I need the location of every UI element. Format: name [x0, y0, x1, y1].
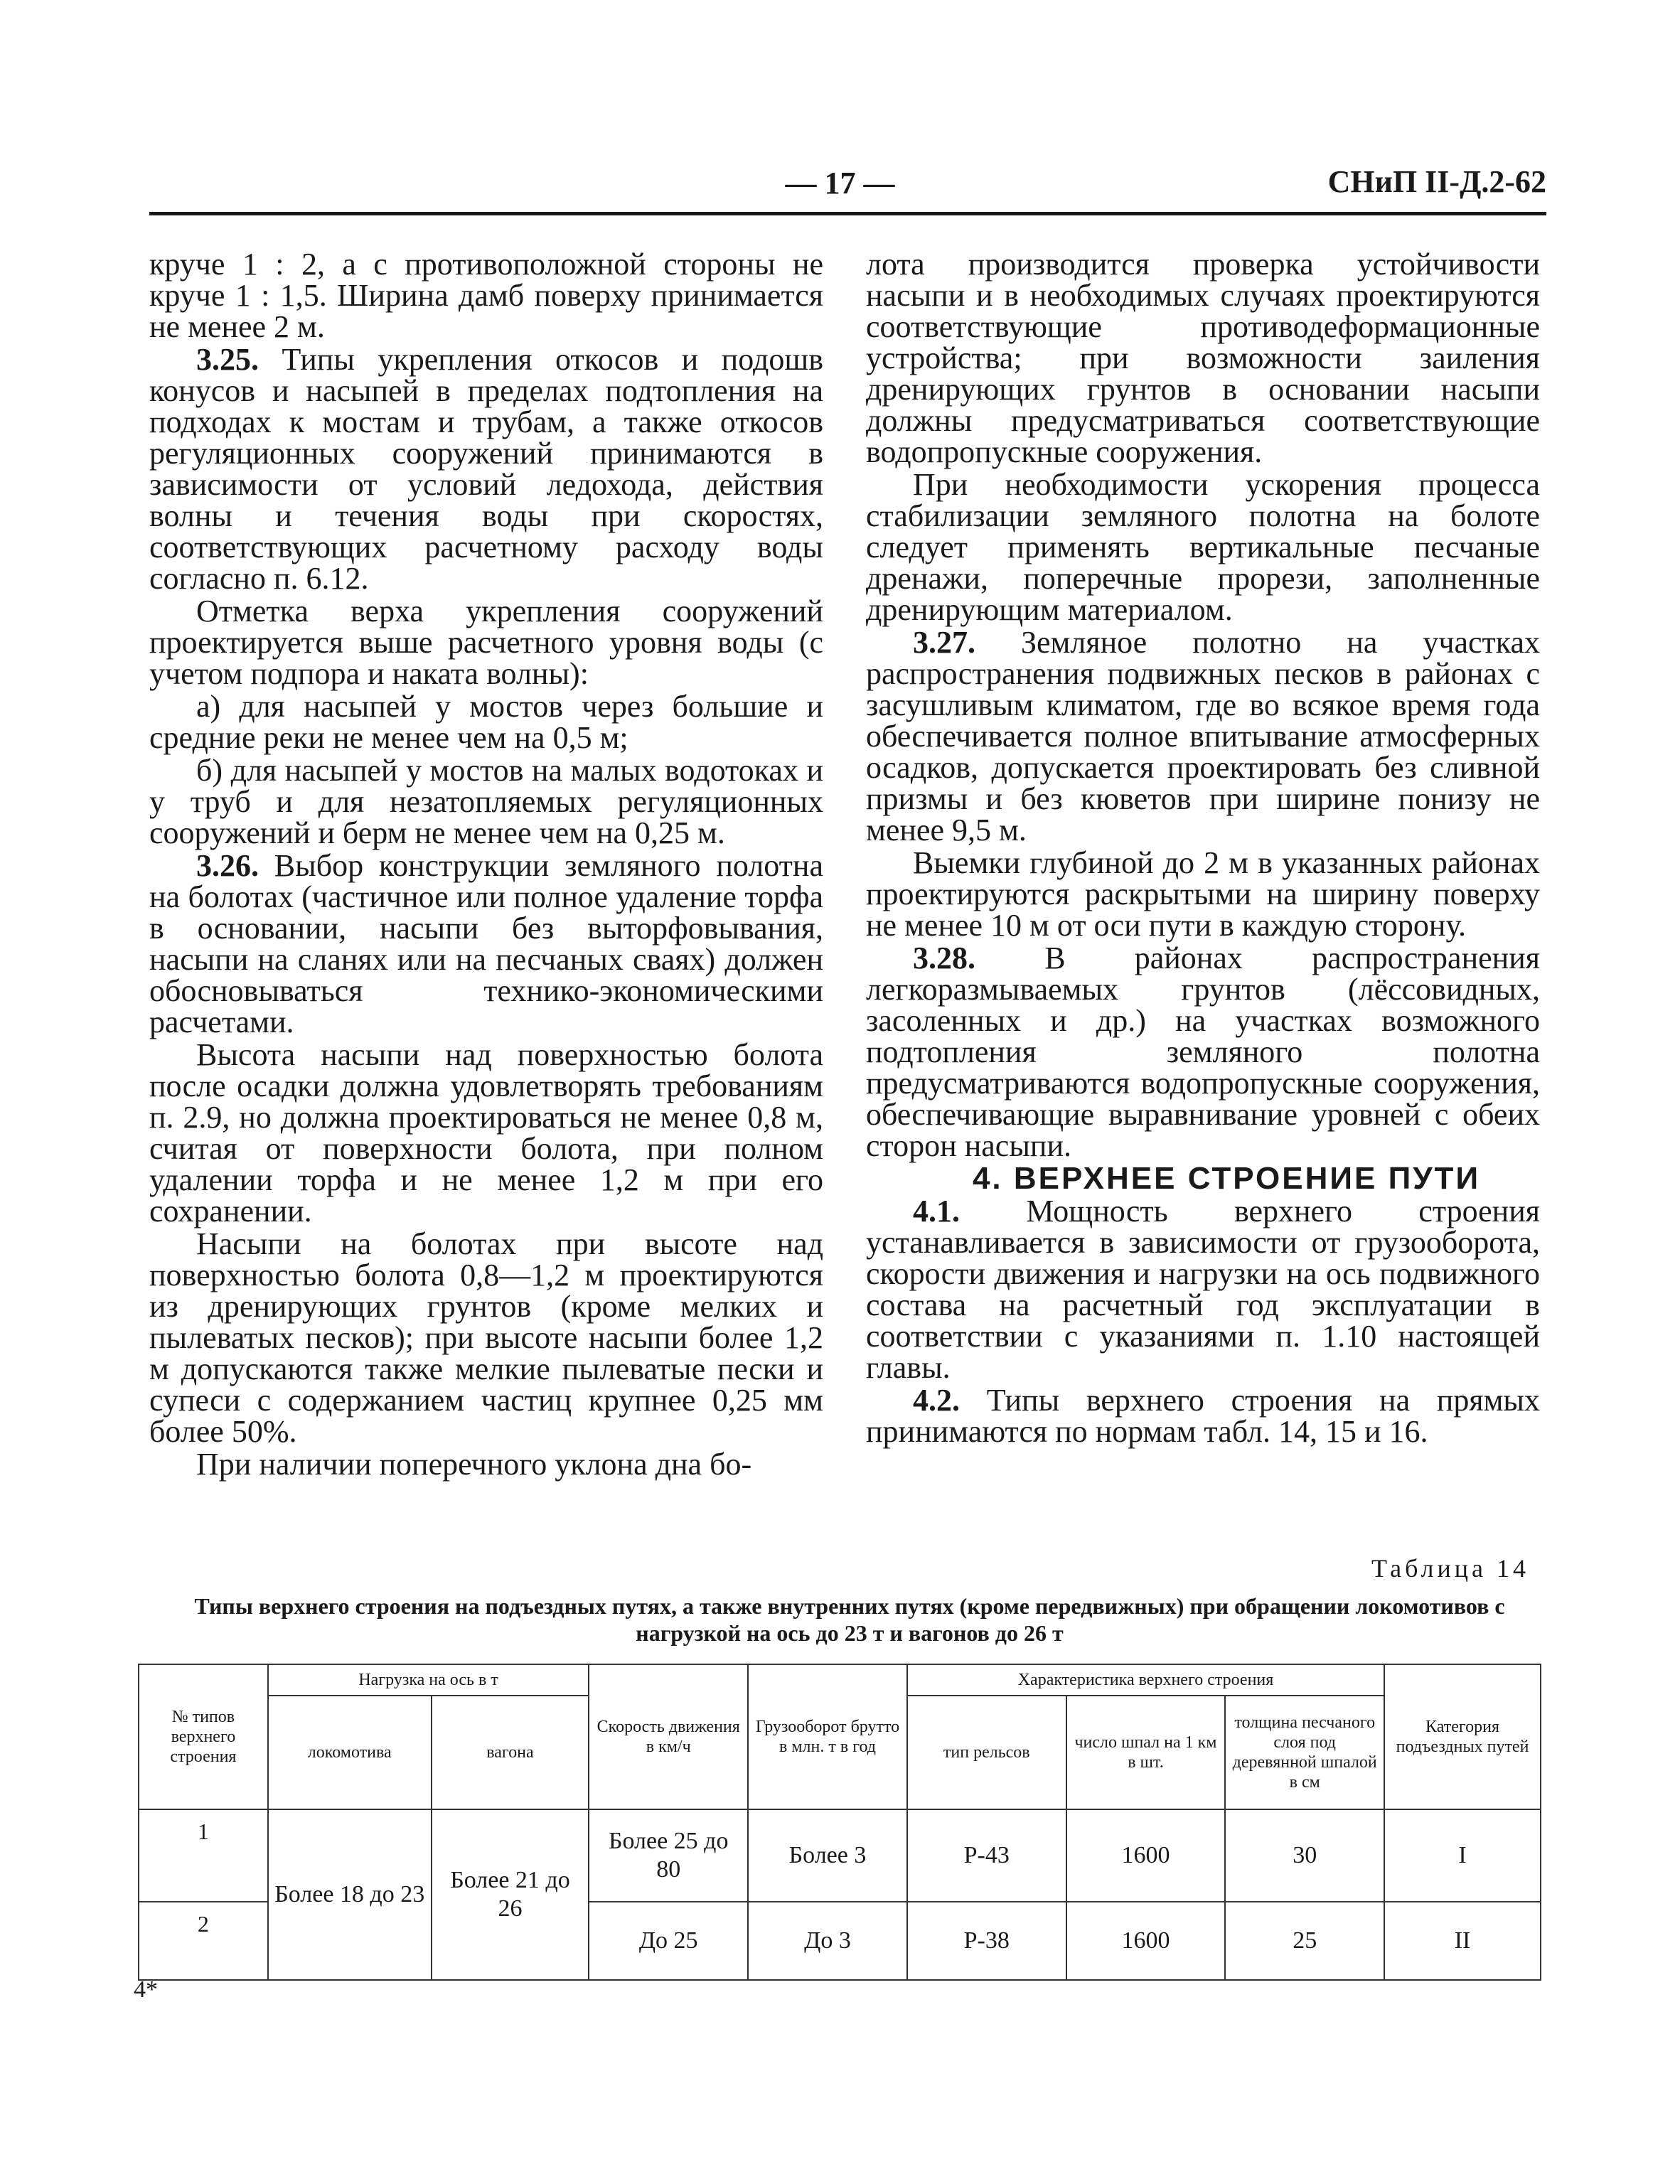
- paragraph-3-27: 3.27. Земляное полотно на участках распространения подвижных песков в районах с засушливым климатом, где во всякое время года обеспечивается полное впитывание атмосферных осадков, допускается проектировать без сливной призмы и без кюветов при ширине понизу не менее 9,5 м.: [866, 625, 1541, 847]
- paragraph-4-2: 4.2. Типы верхнего строения на прямых принимаются по нормам табл. 14, 15 и 16.: [866, 1383, 1540, 1449]
- paragraph: Отметка верха укрепления сооружений проектируется выше расчетного уровня воды (с учетом подпора и наката волны):: [149, 594, 823, 691]
- paragraph-number: 4.2.: [913, 1383, 960, 1418]
- paragraph-3-26: 3.26. Выбор конструкции земляного полотна на болотах (частичное или полное удаление торфа в основании, насыпи без выторфовывания, насыпи на сланях или на песчаных сваях) должен обосновываться технико-экономическими расчетами.: [149, 848, 823, 1039]
- signature-mark: 4*: [134, 1976, 158, 2003]
- header-rule: [149, 212, 1546, 215]
- document-code: СНиП II-Д.2-62: [1327, 164, 1546, 199]
- cell-speed: До 25: [589, 1902, 748, 1980]
- header-locomotive: локомотива: [268, 1696, 432, 1809]
- table-label: Таблица 14: [1371, 1554, 1529, 1583]
- paragraph-3-28: 3.28. В районах распространения легкоразмываемых грунтов (лёссовидных, засоленных и др.) на участках возможного подтопления земляного полотна предусматриваются водопропускные сооружения, обеспечивающие выравнивание уровней с обеих сторон насыпи.: [866, 941, 1540, 1163]
- cell-type-no: 1: [139, 1809, 268, 1902]
- header-rail-type: тип рельсов: [907, 1696, 1066, 1809]
- cell-locomotive-load: Более 18 до 23: [268, 1809, 432, 1980]
- header-type-no: № типов верхнего строения: [139, 1664, 268, 1809]
- paragraph: При необходимости ускорения процесса стабилизации земляного полотна на болоте следует применять вертикальные песчаные дренажи, поперечные прорези, заполненные дренирующим материалом.: [866, 467, 1540, 627]
- header-track-characteristics: Характеристика верхнего строения: [907, 1664, 1384, 1696]
- header-category: Категория подъездных путей: [1384, 1664, 1541, 1809]
- cell-sand-layer: 30: [1225, 1809, 1384, 1902]
- header-freight: Грузооборот брутто в млн. т в год: [748, 1664, 907, 1809]
- paragraph-number: 3.27.: [913, 625, 975, 660]
- paragraph-4-1: 4.1. Мощность верхнего строения устанавливается в зависимости от грузооборота, скорости движения и нагрузки на ось подвижного состава на расчетный год эксплуатации в соответствии с указаниями п. 1.10 настоящей главы.: [866, 1194, 1540, 1385]
- header-axle-load: Нагрузка на ось в т: [268, 1664, 589, 1696]
- paragraph: Насыпи на болотах при высоте над поверхностью болота 0,8—1,2 м проектируются из дренирующих грунтов (кроме мелких и пылеватых песков); при высоте насыпи более 1,2 м допускаются также мелкие пылеватые пески и супеси с содержанием частиц крупнее 0,25 мм более 50%.: [149, 1226, 823, 1449]
- cell-freight: До 3: [748, 1902, 907, 1980]
- cell-sleepers: 1600: [1066, 1809, 1226, 1902]
- header-wagon: вагона: [432, 1696, 589, 1809]
- left-column: [149, 249, 823, 1482]
- table-row: [139, 1809, 1541, 1902]
- page-number: — 17 —: [785, 166, 895, 200]
- cell-type-no: 2: [139, 1902, 268, 1980]
- paragraph: Высота насыпи над поверхностью болота после осадки должна удовлетворять требованиям п. 2.9, но должна проектироваться не менее 0,8 м, считая от поверхности болота, при полном удалении торфа и не менее 1,2 м при его сохранении.: [149, 1037, 823, 1228]
- cell-rail-type: Р-43: [907, 1809, 1066, 1902]
- paragraph-number: 3.25.: [196, 342, 259, 377]
- table-14: [138, 1664, 1541, 1981]
- cell-sand-layer: 25: [1225, 1902, 1384, 1980]
- paragraph: круче 1 : 2, а с противоположной стороны не круче 1 : 1,5. Ширина дамб поверху принимается не менее 2 м.: [149, 247, 823, 344]
- header-sand-layer: толщина песчаного слоя под деревянной шпалой в см: [1225, 1696, 1384, 1809]
- paragraph: При наличии поперечного уклона дна бо-: [196, 1447, 752, 1482]
- table-caption: Типы верхнего строения на подъездных путях, а также внутренних путях (кроме передвижных) при обращении локомотивов с нагрузкой на ось до 23 т и вагонов до 26 т: [194, 1593, 1505, 1646]
- paragraph: лота производится проверка устойчивости насыпи и в необходимых случаях проектируются соответствующие противодеформационные устройства; при возможности заиления дренирующих грунтов в основании насыпи должны предусматриваться соответствующие водопропускные сооружения.: [866, 247, 1540, 469]
- header-sleepers: число шпал на 1 км в шт.: [1066, 1696, 1226, 1809]
- cell-rail-type: Р-38: [907, 1902, 1066, 1980]
- section-heading: 4. ВЕРХНЕЕ СТРОЕНИЕ ПУТИ: [972, 1161, 1481, 1196]
- paragraph: б) для насыпей у мостов на малых водотоках и у труб и для незатопляемых регуляционных сооружений и берм не менее чем на 0,25 м.: [149, 753, 823, 850]
- right-column: [866, 249, 1540, 1449]
- cell-category: I: [1384, 1809, 1541, 1902]
- cell-speed: Более 25 до 80: [589, 1809, 748, 1902]
- paragraph: а) для насыпей у мостов через большие и средние реки не менее чем на 0,5 м;: [149, 689, 823, 755]
- cell-freight: Более 3: [748, 1809, 907, 1902]
- paragraph-number: 3.26.: [196, 848, 259, 883]
- paragraph-number: 3.28.: [913, 941, 975, 975]
- paragraph-number: 4.1.: [913, 1194, 960, 1228]
- header-speed: Скорость движения в км/ч: [589, 1664, 748, 1809]
- paragraph: Выемки глубиной до 2 м в указанных районах проектируются раскрытыми на ширину поверху не менее 10 м от оси пути в каждую сторону.: [866, 845, 1540, 943]
- cell-wagon-load: Более 21 до 26: [432, 1809, 589, 1980]
- paragraph-3-25: 3.25. Типы укрепления откосов и подошв конусов и насыпей в пределах подтопления на подходах к мостам и трубам, а также откосов регуляционных сооружений принимаются в зависимости от условий ледохода, действия волны и течения воды при скоростях, соответствующих расчетному расходу воды согласно п. 6.12.: [149, 342, 823, 596]
- cell-sleepers: 1600: [1066, 1902, 1226, 1980]
- cell-category: II: [1384, 1902, 1541, 1980]
